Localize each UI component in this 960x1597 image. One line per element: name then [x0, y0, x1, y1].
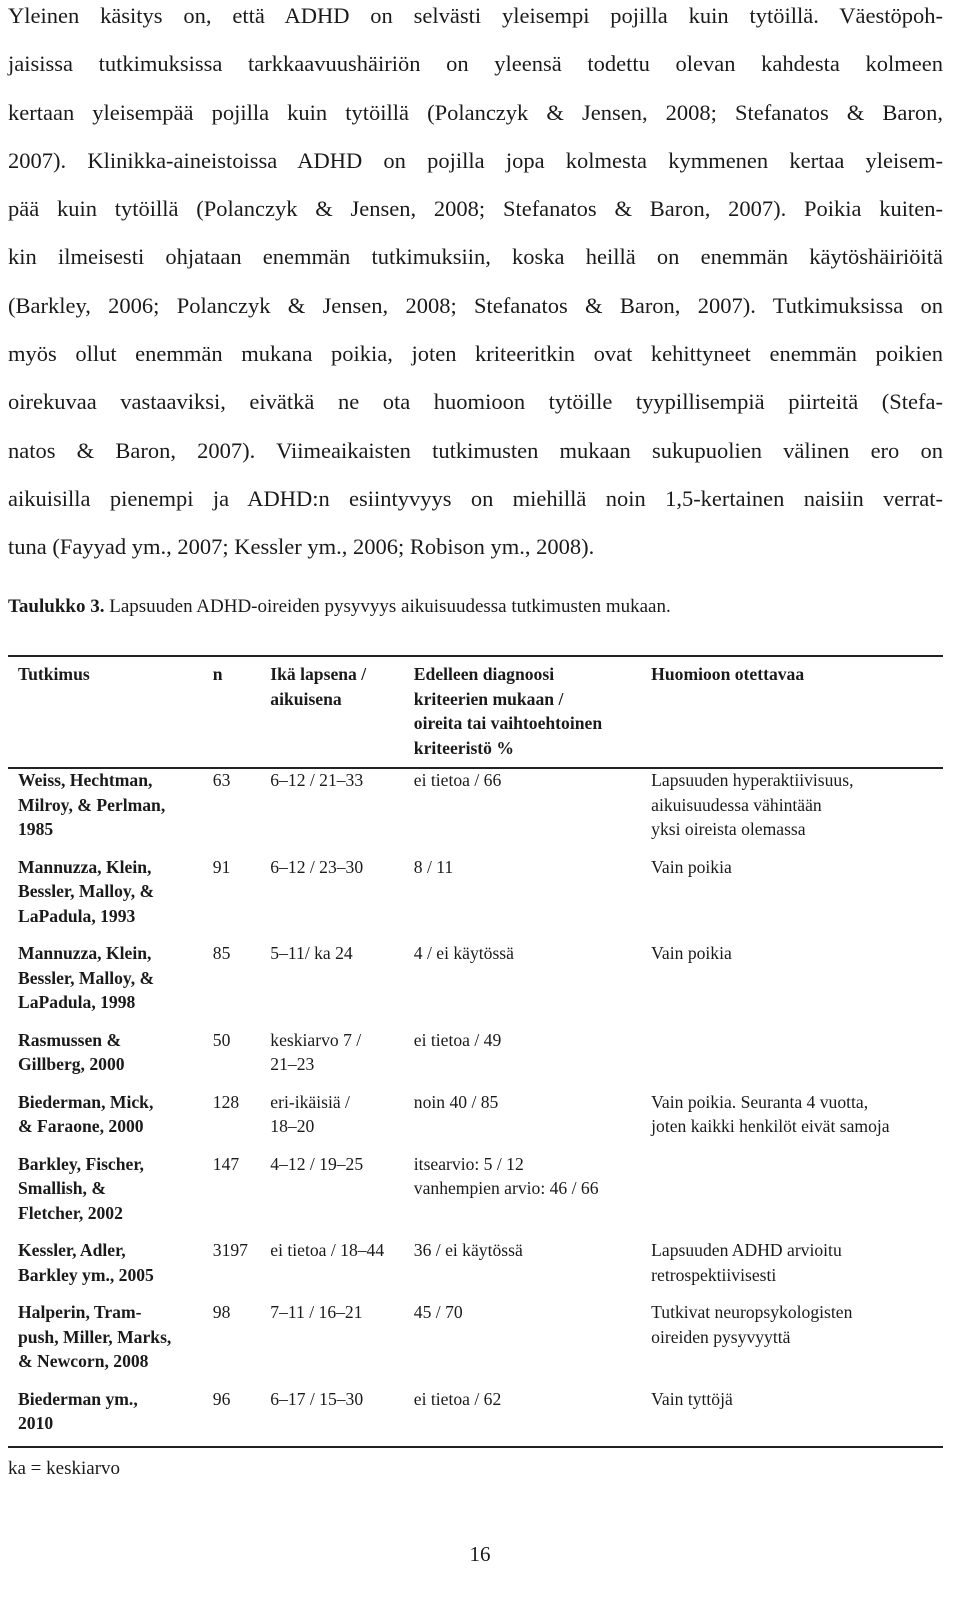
cell-notes [651, 1028, 943, 1090]
cell-study-line: Biederman ym., [18, 1388, 138, 1409]
cell-study-line: Rasmussen & [18, 1029, 122, 1050]
cell-notes [651, 1238, 943, 1300]
cell-age [270, 941, 414, 1028]
cell-notes-line: Vain poikia [651, 856, 732, 877]
paragraph-line: jaisissa tutkimuksissa tarkkaavuushäiriön on yleensä todettu olevan kahdesta kolmeen [8, 51, 943, 77]
table-row [8, 1300, 943, 1387]
cell-notes-line: joten kaikki henkilöt eivät samoja [651, 1116, 890, 1136]
cell-study [8, 1028, 213, 1090]
cell-notes-line: Vain tyttöjä [651, 1388, 733, 1409]
cell-diagnosis-line: 8 / 11 [413, 856, 454, 877]
table-caption-text: Lapsuuden ADHD-oireiden pysyvyys aikuisuudessa tutkimusten mukaan. [104, 596, 671, 617]
cell-study-line: LaPadula, 1998 [18, 992, 136, 1012]
cell-age [270, 1090, 414, 1152]
cell-diagnosis [414, 941, 651, 1028]
paragraph-line: 2007). Klinikka-aineistoissa ADHD on pojilla jopa kolmesta kymmenen kertaa yleisem- [8, 147, 943, 173]
cell-notes [651, 1300, 943, 1387]
cell-diagnosis-line: itsearvio: 5 / 12 [413, 1153, 524, 1174]
cell-study-line: Halperin, Tram- [18, 1302, 142, 1322]
cell-study-line: & Faraone, 2000 [18, 1116, 144, 1136]
cell-age-line: 6–12 / 23–30 [270, 856, 364, 877]
cell-diagnosis-line: vanhempien arvio: 46 / 66 [413, 1178, 599, 1198]
cell-age-line: eri-ikäisiä / [270, 1091, 350, 1112]
cell-age [270, 1300, 414, 1387]
cell-n [213, 1300, 271, 1387]
cell-n [213, 941, 271, 1028]
cell-study [8, 1387, 213, 1449]
cell-study [8, 855, 213, 942]
cell-notes-line: Vain poikia. Seuranta 4 vuotta, [651, 1091, 869, 1112]
paragraph-line: oirekuvaa vastaaviksi, eivätkä ne ota huomioon tytöille tyypillisempiä piirteitä (Stefa- [8, 389, 943, 415]
cell-study-line: LaPadula, 1993 [18, 905, 136, 926]
cell-n [213, 1152, 271, 1239]
cell-diagnosis-line: 36 / ei käytössä [413, 1240, 523, 1260]
header-n: n [212, 664, 223, 684]
cell-diagnosis [414, 1152, 651, 1239]
cell-notes [651, 1152, 943, 1239]
cell-age-line: 4–12 / 19–25 [270, 1153, 364, 1174]
cell-diagnosis [414, 1090, 651, 1152]
cell-study-line: Smallish, & [18, 1178, 106, 1198]
cell-notes [651, 1090, 943, 1152]
paragraph-line: kin ilmeisesti ohjataan enemmän tutkimuksiin, koska heillä on enemmän käytöshäiriöitä [8, 244, 943, 270]
cell-study-line: Mannuzza, Klein, [18, 856, 152, 877]
cell-diagnosis-line: 45 / 70 [413, 1302, 463, 1322]
cell-study [8, 941, 213, 1028]
cell-study-line: Milroy, & Perlman, [18, 794, 166, 815]
paragraph-line: aikuisilla pienempi ja ADHD:n esiintyvyys on miehillä noin 1,5-kertainen naisiin verrat- [8, 485, 943, 511]
table-header-row [8, 660, 943, 768]
cell-n [213, 1090, 271, 1152]
cell-age-line: keskiarvo 7 / [270, 1029, 362, 1050]
cell-age-line: 7–11 / 16–21 [270, 1302, 363, 1322]
cell-diagnosis-line: ei tietoa / 66 [413, 770, 502, 790]
cell-study-line: 2010 [18, 1413, 54, 1433]
cell-notes-line: oireiden pysyvyyttä [651, 1326, 791, 1347]
cell-age-line: 6–17 / 15–30 [270, 1388, 364, 1409]
cell-n-line: 91 [212, 856, 231, 877]
cell-study [8, 1090, 213, 1152]
table-footnote: ka = keskiarvo [8, 1458, 121, 1479]
cell-study-line: Barkley, Fischer, [18, 1153, 144, 1174]
cell-study [8, 768, 213, 855]
cell-study [8, 1300, 213, 1387]
table-row [8, 855, 943, 942]
cell-n-line: 63 [212, 770, 231, 790]
cell-notes [651, 941, 943, 1028]
paragraph-line: tuna (Fayyad ym., 2007; Kessler ym., 2006; Robison ym., 2008). [8, 534, 595, 560]
table-caption [8, 596, 671, 618]
paragraph-line: (Barkley, 2006; Polanczyk & Jensen, 2008; Stefanatos & Baron, 2007). Tutkimuksissa on [8, 292, 943, 318]
cell-notes [651, 768, 943, 855]
cell-study [8, 1152, 213, 1239]
cell-age [270, 1387, 414, 1449]
cell-study-line: Bessler, Malloy, & [18, 967, 155, 988]
cell-study-line: Biederman, Mick, [18, 1091, 154, 1112]
cell-age-line: 18–20 [270, 1116, 315, 1136]
cell-study-line: Fletcher, 2002 [18, 1202, 123, 1223]
cell-age [270, 855, 414, 942]
cell-diagnosis [414, 855, 651, 942]
table-row [8, 1028, 943, 1090]
header-notes: Huomioon otettavaa [651, 664, 805, 684]
cell-age [270, 1028, 414, 1090]
table-caption-label: Taulukko 3. [8, 596, 105, 617]
cell-n [213, 1387, 271, 1449]
table-row [8, 1152, 943, 1239]
cell-age [270, 768, 414, 855]
cell-age-line: 21–23 [270, 1054, 315, 1074]
cell-n-line: 128 [212, 1091, 240, 1112]
cell-notes [651, 1387, 943, 1449]
body-paragraph [8, 0, 943, 572]
cell-study [8, 1238, 213, 1300]
cell-diagnosis-line: ei tietoa / 49 [413, 1029, 502, 1050]
table-row [8, 1238, 943, 1300]
cell-age [270, 1238, 414, 1300]
cell-n [213, 768, 271, 855]
cell-notes [651, 855, 943, 942]
table-row [8, 1387, 943, 1449]
paragraph-line: myös ollut enemmän mukana poikia, joten kriteeritkin ovat kehittyneet enemmän poikien [8, 341, 943, 367]
cell-diagnosis [414, 768, 651, 855]
cell-age-line: 5–11/ ka 24 [270, 943, 353, 963]
cell-diagnosis [414, 1387, 651, 1449]
paragraph-line: Yleinen käsitys on, että ADHD on selvästi yleisempi pojilla kuin tytöillä. Väestöpoh- [8, 3, 943, 28]
cell-notes-line: yksi oireista olemassa [651, 819, 806, 839]
cell-notes-line: Tutkivat neuropsykologisten [651, 1302, 853, 1322]
cell-diagnosis-line: ei tietoa / 62 [413, 1388, 502, 1409]
cell-n-line: 98 [212, 1302, 231, 1322]
cell-study-line: & Newcorn, 2008 [18, 1351, 149, 1371]
table-row [8, 1090, 943, 1152]
cell-n [213, 855, 271, 942]
cell-notes-line: Lapsuuden ADHD arvioitu [651, 1240, 842, 1260]
cell-notes-line: aikuisuudessa vähintään [651, 794, 822, 815]
page-number: 16 [469, 1542, 491, 1566]
cell-study-line: Weiss, Hechtman, [18, 770, 153, 790]
cell-notes-line: Lapsuuden hyperaktiivisuus, [651, 770, 854, 790]
cell-notes-line: retrospektiivisesti [651, 1264, 777, 1285]
header-study: Tutkimus [18, 664, 90, 684]
cell-n-line: 3197 [212, 1240, 248, 1260]
cell-diagnosis-line: noin 40 / 85 [413, 1091, 499, 1112]
cell-study-line: push, Miller, Marks, [18, 1326, 172, 1347]
cell-age-line: 6–12 / 21–33 [270, 770, 364, 790]
table-row [8, 941, 943, 1028]
cell-age [270, 1152, 414, 1239]
cell-diagnosis [414, 1238, 651, 1300]
cell-diagnosis [414, 1028, 651, 1090]
cell-diagnosis-line: 4 / ei käytössä [413, 943, 514, 963]
header-diagnosis: Edelleen diagnoosi kriteerien mukaan / oireita tai vaihtoehtoinen kriteeristö % [413, 664, 603, 758]
cell-n-line: 96 [212, 1388, 231, 1409]
cell-n-line: 147 [212, 1153, 240, 1174]
cell-study-line: Bessler, Malloy, & [18, 881, 155, 901]
paragraph-line: natos & Baron, 2007). Viimeaikaisten tutkimusten mukaan sukupuolien välinen ero on [8, 437, 943, 463]
cell-study-line: Barkley ym., 2005 [18, 1264, 154, 1285]
table-bottom-rule [8, 1446, 943, 1448]
paragraph-line: pää kuin tytöillä (Polanczyk & Jensen, 2008; Stefanatos & Baron, 2007). Poikia kuiten- [8, 196, 943, 222]
cell-n-line: 85 [212, 943, 231, 963]
cell-n [213, 1028, 271, 1090]
cell-n-line: 50 [212, 1029, 231, 1050]
cell-notes-line: Vain poikia [651, 943, 732, 963]
cell-study-line: 1985 [18, 819, 54, 839]
cell-diagnosis [414, 1300, 651, 1387]
cell-study-line: Gillberg, 2000 [18, 1054, 125, 1074]
cell-study-line: Mannuzza, Klein, [18, 943, 152, 963]
cell-n [213, 1238, 271, 1300]
cell-age-line: ei tietoa / 18–44 [270, 1240, 385, 1260]
table-top-rule [8, 655, 943, 657]
paragraph-line: kertaan yleisempää pojilla kuin tytöillä (Polanczyk & Jensen, 2008; Stefanatos & Baron, [8, 99, 943, 125]
study-table [8, 660, 943, 1449]
table-row [8, 768, 943, 855]
table-body [8, 768, 943, 1449]
cell-study-line: Kessler, Adler, [18, 1240, 126, 1260]
header-age: Ikä lapsena / aikuisena [270, 664, 367, 709]
